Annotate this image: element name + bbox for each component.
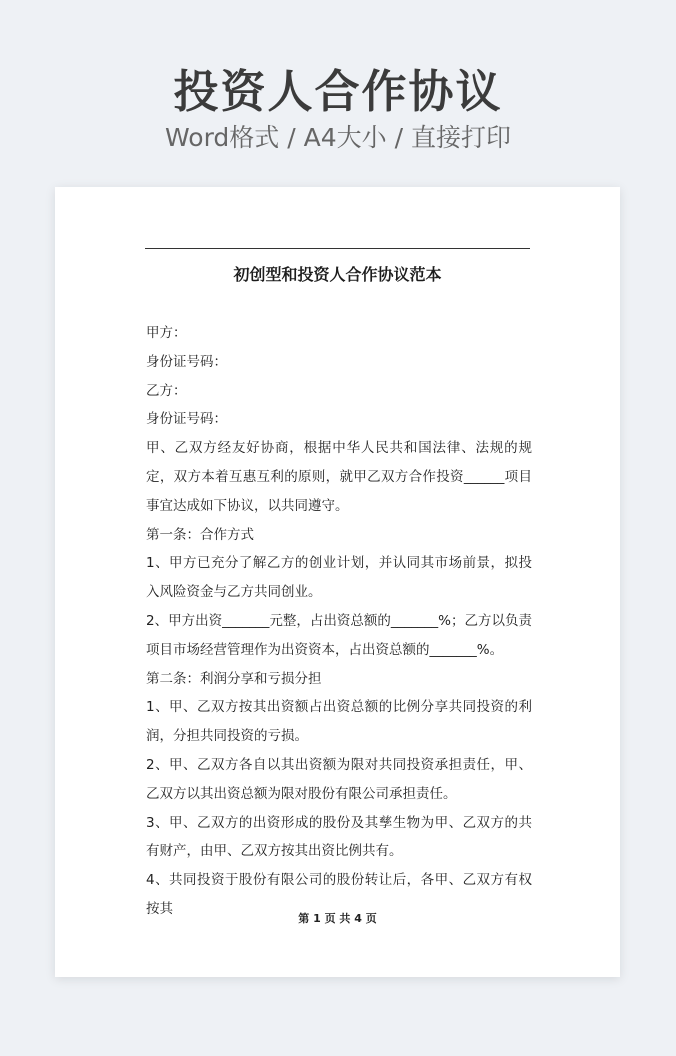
article-2-clause-2: 2、甲、乙双方各自以其出资额为限对共同投资承担责任，甲、乙双方以其出资总额为限对股份有限公司承担责任。 xyxy=(146,756,532,802)
article-1-clause-2: 2、甲方出资_______元整，占出资总额的_______%；乙方以负责项目市场经营管理作为出资资本，占出资总额的_______%。 xyxy=(146,612,532,658)
document-page xyxy=(55,187,620,977)
article-2-clause-1: 1、甲、乙双方按其出资额占出资总额的比例分享共同投资的利润，分担共同投资的亏损。 xyxy=(146,699,532,745)
banner-subtitle: Word格式 / A4大小 / 直接打印 xyxy=(165,123,511,152)
article-2-clause-3: 3、甲、乙双方的出资形成的股份及其孳生物为甲、乙双方的共有财产，由甲、乙双方按其出资比例共有。 xyxy=(146,814,532,860)
party-b-line: 乙方： xyxy=(146,382,187,399)
article-2-heading: 第二条：利润分享和亏损分担 xyxy=(146,670,322,687)
banner-title: 投资人合作协议 xyxy=(173,65,503,118)
article-1-heading: 第一条：合作方式 xyxy=(146,526,254,543)
document-body xyxy=(146,319,532,924)
party-a-line: 甲方： xyxy=(146,325,187,341)
party-a-id-line: 身份证号码： xyxy=(146,353,227,370)
page-footer: 第 1 页 共 4 页 xyxy=(298,912,377,925)
article-2-clause-4: 4、共同投资于股份有限公司的股份转让后，各甲、乙双方有权按其 xyxy=(146,872,532,917)
document-title: 初创型和投资人合作协议范本 xyxy=(233,265,442,284)
article-1-clause-1: 1、甲方已充分了解乙方的创业计划，并认同其市场前景，拟投入风险资金与乙方共同创业。 xyxy=(146,555,532,601)
preamble-paragraph: 甲、乙双方经友好协商，根据中华人民共和国法律、法规的规定，双方本着互惠互利的原则，就甲乙双方合作投资______项目事宜达成如下协议，以共同遵守。 xyxy=(146,440,532,514)
party-b-id-line: 身份证号码： xyxy=(146,411,227,428)
header-rule xyxy=(145,248,530,249)
